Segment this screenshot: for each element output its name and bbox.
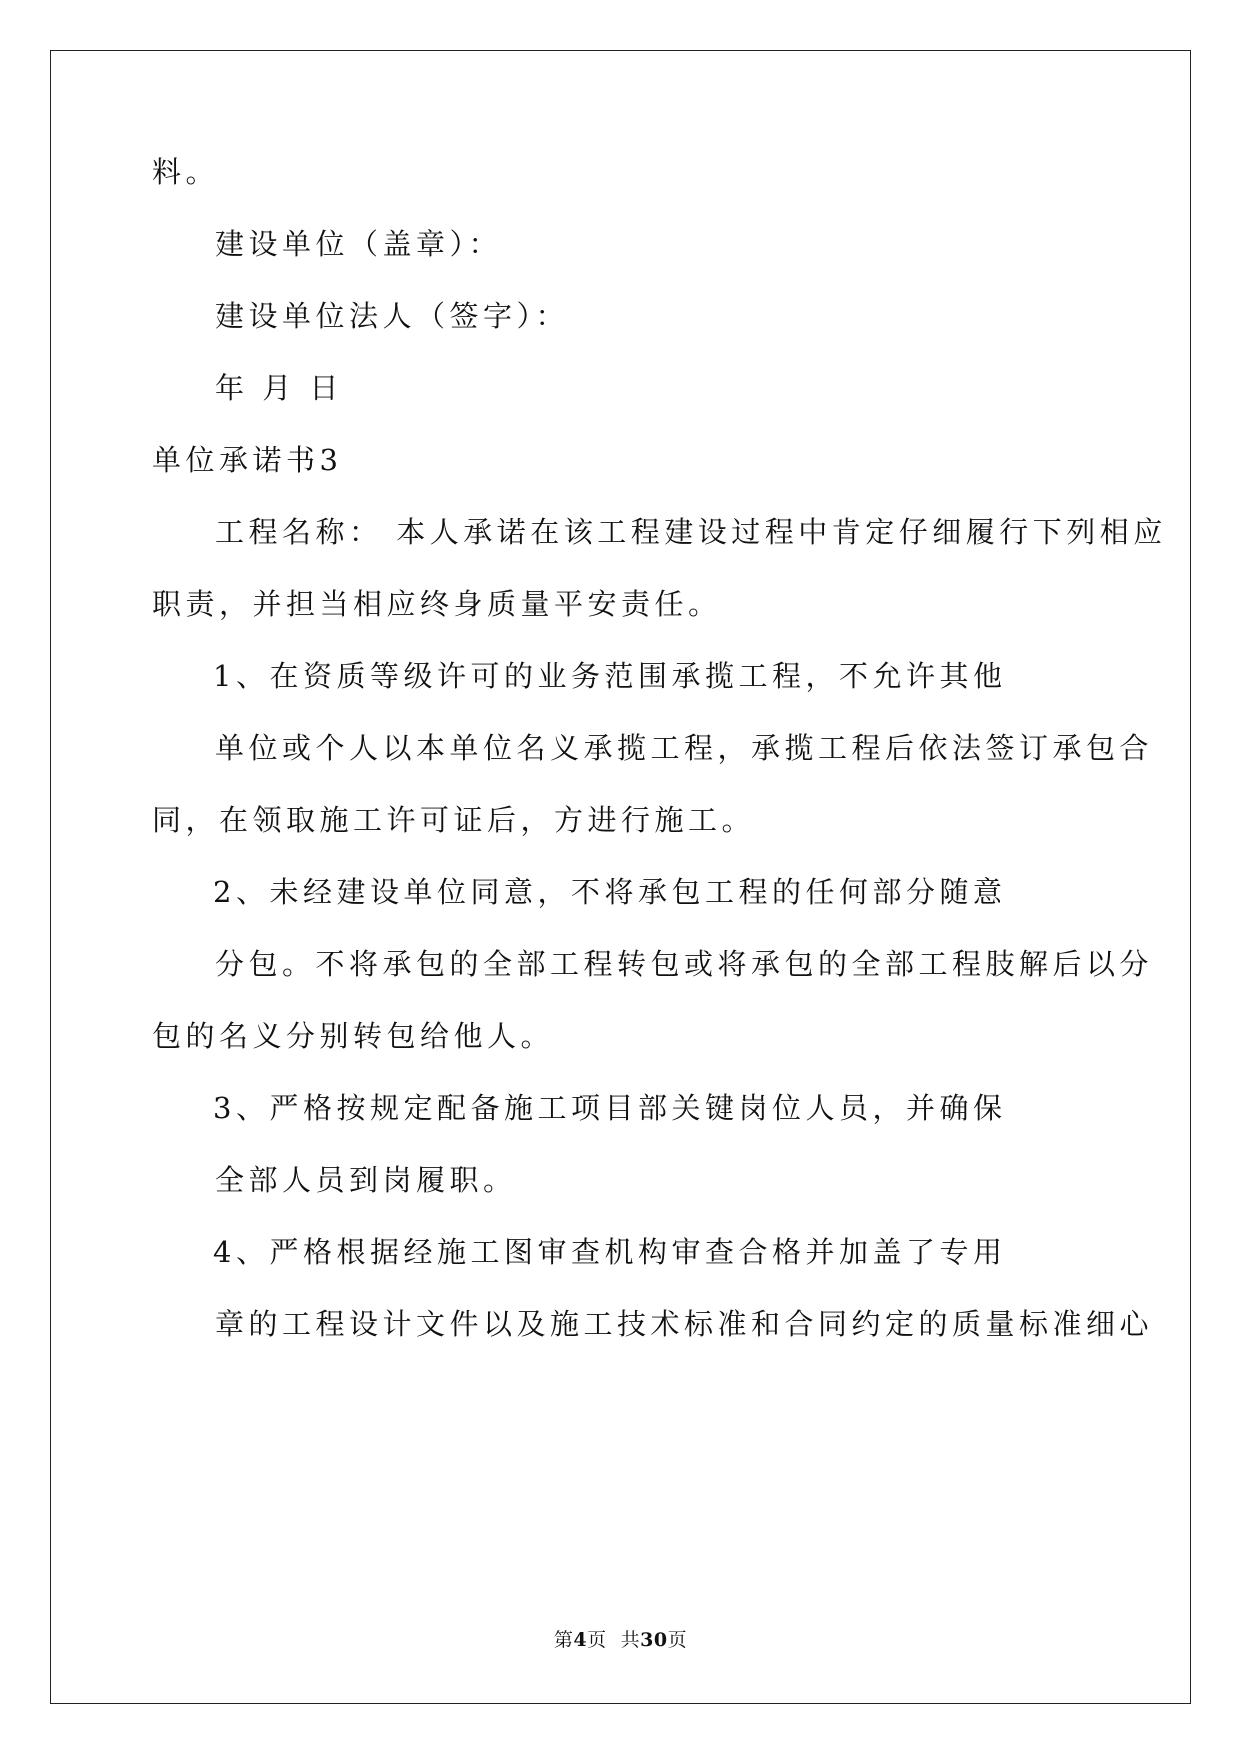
text-line: 分包。不将承包的全部工程转包或将承包的全部工程肢解后以分 — [215, 947, 1154, 981]
page-number: 4 — [573, 1629, 588, 1651]
text-line: 年 月 日 — [215, 371, 343, 405]
text-line: 单位或个人以本单位名义承揽工程，承揽工程后依法签订承包合 — [215, 731, 1154, 765]
text-line: 包的名义分别转包给他人。 — [152, 1019, 555, 1053]
text-line: 同，在领取施工许可证后，方进行施工。 — [152, 803, 756, 837]
text-line: 1、在资质等级许可的业务范围承揽工程，不允许其他 — [213, 659, 1007, 693]
text-line: 2、未经建设单位同意，不将承包工程的任何部分随意 — [213, 875, 1007, 909]
text-line: 4、严格根据经施工图审查机构审查合格并加盖了专用 — [213, 1235, 1007, 1269]
page-footer — [0, 1628, 1241, 1652]
text-line: 建设单位法人（签字）： — [215, 299, 570, 333]
text-line: 章的工程设计文件以及施工技术标准和合同约定的质量标准细心 — [215, 1307, 1154, 1341]
text-line: 全部人员到岗履职。 — [215, 1163, 517, 1197]
text-line: 工程名称： 本人承诺在该工程建设过程中肯定仔细履行下列相应 — [215, 515, 1167, 549]
page-prefix: 第 — [553, 1629, 574, 1651]
total-suffix: 页 — [667, 1629, 688, 1651]
section-heading: 单位承诺书3 — [152, 443, 343, 477]
page-suffix: 页 — [587, 1629, 607, 1651]
total-prefix: 共 — [620, 1629, 641, 1651]
text-line: 料。 — [152, 155, 220, 189]
text-line: 建设单位（盖章）： — [215, 227, 503, 261]
text-line: 3、严格按规定配备施工项目部关键岗位人员，并确保 — [213, 1091, 1007, 1125]
total-pages: 30 — [640, 1629, 668, 1651]
text-line: 职责，并担当相应终身质量平安责任。 — [152, 587, 722, 621]
